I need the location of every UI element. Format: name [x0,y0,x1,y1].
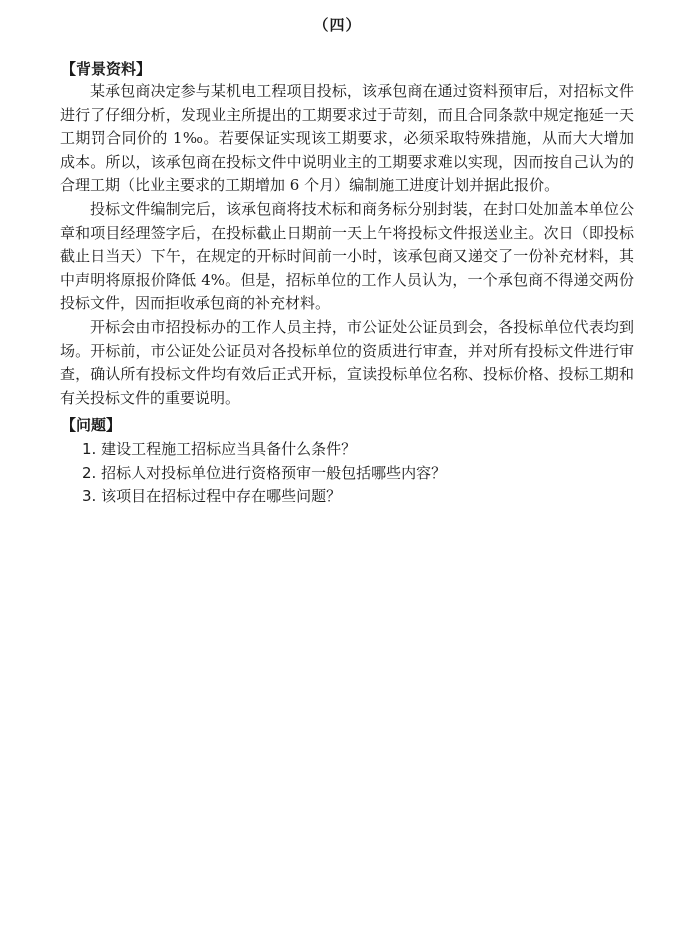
question-item-2: 2. 招标人对投标单位进行资格预审一般包括哪些内容？ [82,463,447,482]
section-title: （四） [313,16,362,34]
document-body [60,58,634,509]
background-paragraph-3: 开标会由市招投标办的工作人员主持，市公证处公证员到会，各投标单位代表均到场。开标前，市公证处公证员对各投标单位的资质进行审查，并对所有投标文件进行审查，确认所有投标文件均有效后正式开标，宣读投标单位名称、投标价格、投标工期和有关投标文件的重要说明。 [60,317,634,407]
background-paragraph-1: 某承包商决定参与某机电工程项目投标，该承包商在通过资料预审后，对招标文件进行了仔细分析，发现业主所提出的工期要求过于苛刻，而且合同条款中规定拖延一天工期罚合同价的 1‰。若要保证实现该工期要求，必须采取特殊措施，从而大大增加成本。所以，该承包商在投标文件中说明业主的工期要求难以实现，因而按自己认为的合理工期（比业主要求的工期增加 6 个月）编制施工进度计划并据此报价。 [60,82,634,195]
question-item-1: 1. 建设工程施工招标应当具备什么条件？ [82,440,357,459]
background-heading: 【背景资料】 [61,60,152,78]
question-item-3: 3. 该项目在招标过程中存在哪些问题？ [82,487,342,506]
questions-heading: 【问题】 [61,416,122,435]
background-paragraph-2: 投标文件编制完后，该承包商将技术标和商务标分别封装，在封口处加盖本单位公章和项目经理签字后，在投标截止日期前一天上午将投标文件报送业主。次日（即投标截止日当天）下午，在规定的开标时间前一小时，该承包商又递交了一份补充材料，其中声明将原报价降低 4%。但是，招标单位的工作人员认为，一个承包商不得递交两份投标文件，因而拒收承包商的补充材料。 [60,199,634,313]
questions-list [60,438,634,509]
